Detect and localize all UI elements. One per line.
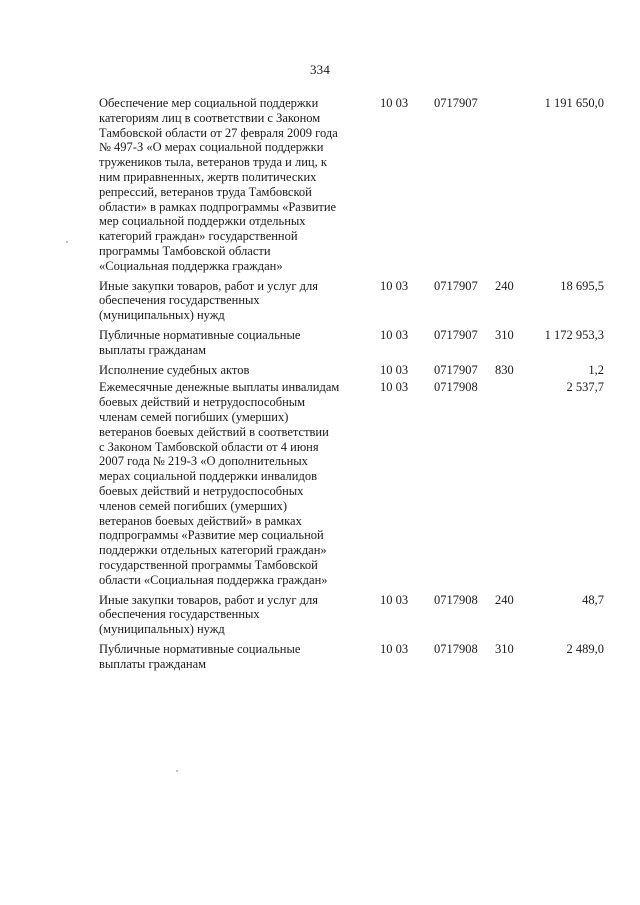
row-name: Обеспечение мер социальной поддержки категориям лиц в соответствии с Законом Тамбовской области от 27 февраля 2009 года № 497-З «О мерах социальной поддержки тружеников тыла, ветеранов труда и лиц, к ним приравненных, жертв политических репрессий, ветеранов труда Тамбовской области» в рамках подпрограммы «Развитие мер социальной поддержки отдельных категорий граждан» государственной программы Тамбовской области «Социальная поддержка граждан» bbox=[99, 96, 338, 273]
row-name: Иные закупки товаров, работ и услуг для обеспечения государственных (муниципальных) нужд bbox=[99, 592, 319, 637]
row-amount: 48,7 bbox=[582, 592, 604, 607]
row-section-code: 10 03 bbox=[380, 641, 409, 656]
row-amount: 2 537,7 bbox=[566, 380, 604, 395]
table-row bbox=[99, 642, 604, 672]
row-amount: 18 695,5 bbox=[560, 278, 604, 293]
table-row bbox=[99, 380, 604, 587]
row-target-code: 0717907 bbox=[434, 327, 478, 342]
row-target-code: 0717907 bbox=[434, 278, 478, 293]
row-name: Ежемесячные денежные выплаты инвалидам боевых действий и нетрудоспособным членам семей погибших (умерших) ветеранов боевых действий в соответствии с Законом Тамбовской области от 4 июня 2007 года № 219-З «О дополнительных мерах социальной поддержки инвалидов боевых действий и нетрудоспособных членов семей погибших (умерших) ветеранов боевых действий» в рамках подпрограммы «Развитие мер социальной поддержки отдельных категорий граждан» государственной программы Тамбовской области «Социальная поддержка граждан» bbox=[99, 380, 340, 587]
scan-speck bbox=[66, 241, 68, 243]
row-target-code: 0717907 bbox=[434, 96, 478, 110]
table-row bbox=[99, 96, 604, 274]
table-row bbox=[99, 328, 604, 358]
row-section-code: 10 03 bbox=[380, 380, 409, 395]
row-target-code: 0717908 bbox=[434, 380, 478, 395]
row-name: Публичные нормативные социальные выплаты гражданам bbox=[99, 327, 301, 357]
row-amount: 1 191 650,0 bbox=[544, 96, 604, 110]
page-number: 334 bbox=[309, 62, 331, 77]
row-target-code: 0717907 bbox=[434, 362, 478, 377]
row-expense-type-code: 240 bbox=[495, 278, 514, 293]
row-expense-type-code: 830 bbox=[495, 362, 514, 377]
table-row bbox=[99, 593, 604, 637]
table-row bbox=[99, 363, 604, 378]
row-amount: 1,2 bbox=[588, 362, 604, 377]
row-name: Публичные нормативные социальные выплаты гражданам bbox=[99, 641, 301, 671]
row-section-code: 10 03 bbox=[380, 96, 409, 110]
row-target-code: 0717908 bbox=[434, 641, 478, 656]
row-section-code: 10 03 bbox=[380, 592, 409, 607]
row-expense-type-code: 240 bbox=[495, 592, 514, 607]
row-section-code: 10 03 bbox=[380, 278, 409, 293]
row-name: Иные закупки товаров, работ и услуг для обеспечения государственных (муниципальных) нужд bbox=[99, 278, 319, 323]
row-name: Исполнение судебных актов bbox=[99, 362, 250, 377]
row-amount: 1 172 953,3 bbox=[544, 327, 604, 342]
table-row bbox=[99, 279, 604, 323]
row-section-code: 10 03 bbox=[380, 327, 409, 342]
row-target-code: 0717908 bbox=[434, 592, 478, 607]
row-expense-type-code: 310 bbox=[495, 641, 514, 656]
row-amount: 2 489,0 bbox=[566, 641, 604, 656]
row-expense-type-code: 310 bbox=[495, 327, 514, 342]
row-section-code: 10 03 bbox=[380, 362, 409, 377]
budget-table bbox=[99, 96, 604, 676]
scan-speck bbox=[176, 770, 178, 772]
